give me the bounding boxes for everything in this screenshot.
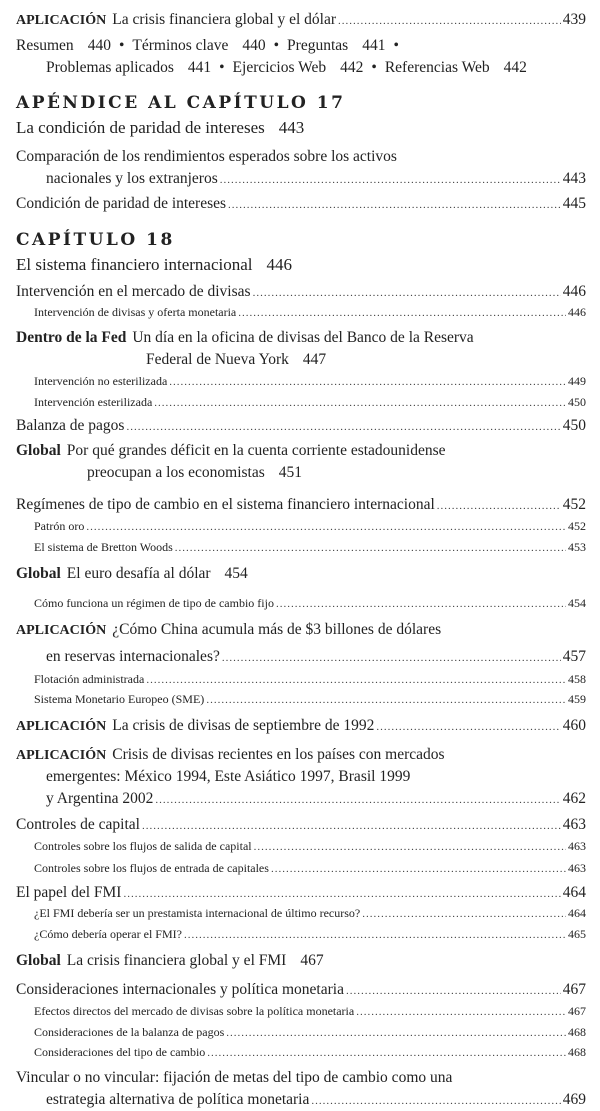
toc-entry-section[interactable] [16, 282, 586, 303]
toc-entry-sub[interactable] [34, 836, 586, 857]
entry-title: La crisis financiera global y el FMI [66, 952, 287, 969]
page-number: 445 [562, 195, 586, 212]
toc-entry-section[interactable] [16, 883, 586, 904]
page-number: 454 [568, 596, 586, 610]
dot-leader [206, 690, 566, 710]
dot-leader [376, 717, 560, 737]
toc-entry-sub[interactable] [34, 392, 586, 413]
toc-entry-section[interactable] [16, 147, 586, 167]
toc-entry-app[interactable] [46, 789, 586, 810]
bullet: • [371, 59, 377, 76]
box-label: Global [16, 565, 61, 582]
bullet: • [118, 37, 125, 54]
dot-leader [123, 884, 560, 904]
chapter-heading: CAPÍTULO 18 [16, 230, 175, 250]
page-number: 450 [562, 417, 586, 434]
dot-leader [238, 303, 566, 323]
entry-title: La crisis de divisas de septiembre de 1992 [112, 717, 375, 734]
review-item-label[interactable]: Preguntas [287, 37, 349, 54]
dot-leader [142, 816, 561, 836]
toc-entry-app[interactable] [46, 647, 586, 668]
toc-entry-sub[interactable] [34, 689, 586, 710]
review-item-page: 441 [362, 37, 386, 54]
review-item-page: 441 [187, 59, 212, 76]
toc-entry-sub[interactable] [34, 903, 586, 924]
dot-leader [362, 904, 566, 924]
bullet: • [219, 59, 225, 76]
entry-title: Consideraciones del tipo de cambio [34, 1045, 206, 1059]
entry-title: Consideraciones internacionales y política monetaria [16, 981, 344, 998]
dot-leader [254, 837, 566, 857]
review-line [46, 58, 586, 78]
toc-entry-sub[interactable] [34, 1022, 586, 1043]
page-number: 469 [562, 1091, 586, 1108]
dot-leader [271, 859, 566, 879]
entry-title: ¿Cómo debería operar el FMI? [34, 927, 182, 941]
page-number: 443 [278, 118, 305, 137]
review-item-label[interactable]: Resumen [16, 37, 74, 54]
toc-entry-sub[interactable] [34, 924, 586, 945]
page-number: 449 [568, 374, 586, 388]
entry-title: Controles sobre los flujos de entrada de capitales [34, 861, 269, 875]
page-number: 459 [568, 692, 586, 706]
page-number: 463 [562, 816, 586, 833]
entry-title: Regímenes de tipo de cambio en el sistema financiero internacional [16, 496, 435, 513]
toc-entry-sub[interactable] [34, 1042, 586, 1063]
page-number: 464 [562, 884, 586, 901]
page-number: 452 [562, 496, 586, 513]
page-number: 467 [568, 1004, 586, 1018]
aplicacion-label: APLICACIÓN [16, 623, 107, 638]
page-number: 463 [568, 861, 586, 875]
box-label: Global [16, 442, 61, 459]
toc-entry-box[interactable] [16, 564, 586, 584]
review-item-page: 440 [87, 37, 111, 54]
entry-title: Intervención de divisas y oferta monetaria [34, 305, 237, 319]
page-number: 446 [568, 305, 586, 319]
dot-leader [253, 283, 561, 303]
dot-leader [169, 372, 566, 392]
toc-entry-box[interactable] [146, 350, 586, 370]
entry-title: preocupan a los economistas [87, 464, 265, 481]
toc-entry-sub[interactable] [34, 302, 586, 323]
entry-title: Controles sobre los flujos de salida de capital [34, 839, 252, 853]
entry-title: El sistema de Bretton Woods [34, 540, 173, 554]
page-number: 446 [266, 255, 292, 274]
entry-title: Intervención no esterilizada [34, 374, 168, 388]
toc-entry-app[interactable] [16, 10, 586, 31]
dot-leader [437, 496, 561, 516]
aplicacion-label: APLICACIÓN [16, 748, 107, 763]
entry-title: El papel del FMI [16, 884, 122, 901]
page-number: 451 [278, 464, 303, 481]
page-number: 447 [302, 351, 327, 368]
toc-entry-box[interactable] [16, 951, 586, 971]
page-number: 467 [562, 981, 586, 998]
entry-title: Cómo funciona un régimen de tipo de cambio fijo [34, 596, 274, 610]
page-number: 464 [568, 906, 586, 920]
dot-leader [311, 1091, 560, 1111]
dot-leader [276, 594, 566, 614]
entry-title: Vincular o no vincular: fijación de metas del tipo de cambio como una [16, 1069, 453, 1086]
dot-leader [346, 981, 561, 1001]
review-item-label[interactable]: Referencias Web [384, 59, 490, 76]
toc-entry-box[interactable] [16, 441, 586, 461]
entry-title: Patrón oro [34, 519, 85, 533]
page-number: 463 [568, 839, 586, 853]
page-number: 468 [568, 1025, 586, 1039]
dot-leader [126, 417, 560, 437]
aplicacion-label: APLICACIÓN [16, 719, 107, 734]
toc-entry-app[interactable] [46, 767, 586, 787]
toc-entry-sub[interactable] [34, 858, 586, 879]
toc-entry-section[interactable] [16, 495, 586, 516]
dot-leader [220, 170, 561, 190]
entry-title: Federal de Nueva York [146, 351, 289, 368]
dot-leader [154, 393, 566, 413]
toc-entry-section[interactable] [16, 815, 586, 836]
entry-title: Flotación administrada [34, 672, 145, 686]
page-number: 454 [224, 565, 248, 582]
page-number: 468 [568, 1045, 586, 1059]
page-number: 453 [568, 540, 586, 554]
entry-title: Intervención esterilizada [34, 395, 153, 409]
entry-title: La crisis financiera global y el dólar [112, 11, 337, 28]
review-line [16, 36, 586, 56]
chapter-heading: APÉNDICE AL CAPÍTULO 17 [16, 93, 346, 113]
toc-entry-sub[interactable] [34, 669, 586, 690]
toc-entry-sub[interactable] [34, 371, 586, 392]
entry-title: Por qué grandes déficit en la cuenta corriente estadounidense [66, 442, 446, 459]
dot-leader [228, 195, 561, 215]
entry-title: La condición de paridad de intereses [16, 118, 265, 137]
entry-title: estrategia alternativa de política monetaria [46, 1091, 310, 1108]
toc-entry-section[interactable] [46, 1090, 586, 1111]
entry-title: Un día en la oficina de divisas del Banco de la Reserva [132, 329, 474, 346]
toc-entry-section[interactable] [16, 416, 586, 437]
toc-entry-app[interactable] [16, 716, 586, 737]
review-item-page: 442 [503, 59, 527, 76]
entry-title: Controles de capital [16, 816, 140, 833]
entry-title: Crisis de divisas recientes en los países con mercados [112, 746, 445, 763]
entry-title: y Argentina 2002 [46, 790, 154, 807]
entry-title: nacionales y los extranjeros [46, 170, 218, 187]
dot-leader [155, 790, 560, 810]
toc-entry-sub[interactable] [34, 593, 586, 614]
toc-entry-title[interactable] [16, 255, 586, 275]
entry-title: El euro desafía al dólar [66, 565, 211, 582]
page-number: 465 [568, 927, 586, 941]
review-item-page: 440 [242, 37, 266, 54]
toc-entry-section[interactable] [46, 169, 586, 190]
review-item-label[interactable]: Términos clave [132, 37, 229, 54]
entry-title: El sistema financiero internacional [16, 255, 253, 274]
toc-entry-section[interactable] [16, 194, 586, 215]
dot-leader [86, 517, 566, 537]
entry-title: Condición de paridad de intereses [16, 195, 227, 212]
toc-entry-sub[interactable] [34, 516, 586, 537]
page-number: 443 [562, 170, 586, 187]
entry-title: Sistema Monetario Europeo (SME) [34, 692, 205, 706]
toc-entry-title[interactable] [16, 118, 586, 138]
toc-entry-app[interactable] [16, 745, 586, 766]
page-number: 450 [568, 395, 586, 409]
dot-leader [184, 925, 566, 945]
entry-title: ¿El FMI debería ser un prestamista internacional de último recurso? [34, 906, 361, 920]
review-item-label[interactable]: Ejercicios Web [232, 59, 327, 76]
toc-entry-section[interactable] [16, 1068, 586, 1088]
entry-title: Comparación de los rendimientos esperados sobre los activos [16, 148, 397, 165]
entry-title: Efectos directos del mercado de divisas sobre la política monetaria [34, 1004, 355, 1018]
review-item-label[interactable]: Problemas aplicados [46, 59, 174, 76]
page-number: 452 [568, 519, 586, 533]
dot-leader [356, 1002, 566, 1022]
box-label: Dentro de la Fed [16, 329, 127, 346]
dot-leader [338, 11, 561, 31]
dot-leader [207, 1043, 566, 1063]
page-number: 457 [562, 648, 586, 665]
toc-entry-app[interactable] [16, 620, 586, 641]
dot-leader [226, 1023, 566, 1043]
toc-entry-box[interactable] [87, 463, 586, 483]
dot-leader [146, 670, 566, 690]
page-number: 467 [300, 952, 324, 969]
dot-leader [175, 538, 566, 558]
page-number: 458 [568, 672, 586, 686]
page-number: 462 [562, 790, 586, 807]
page-number: 439 [562, 11, 586, 28]
entry-title: ¿Cómo China acumula más de $3 billones de dólares [112, 621, 442, 638]
review-item-page: 442 [340, 59, 364, 76]
entry-title: en reservas internacionales? [46, 648, 220, 665]
entry-title: Balanza de pagos [16, 417, 125, 434]
aplicacion-label: APLICACIÓN [16, 13, 107, 28]
entry-title: emergentes: México 1994, Este Asiático 1997, Brasil 1999 [46, 768, 411, 785]
bullet: • [273, 37, 280, 54]
box-label: Global [16, 952, 61, 969]
entry-title: Intervención en el mercado de divisas [16, 283, 251, 300]
bullet: • [393, 37, 399, 54]
toc-entry-sub[interactable] [34, 537, 586, 558]
toc-entry-sub[interactable] [34, 1001, 586, 1022]
page-number: 460 [562, 717, 586, 734]
dot-leader [222, 648, 561, 668]
page-number: 446 [562, 283, 586, 300]
toc-entry-section[interactable] [16, 980, 586, 1001]
toc-entry-box[interactable] [16, 328, 586, 348]
entry-title: Consideraciones de la balanza de pagos [34, 1025, 225, 1039]
